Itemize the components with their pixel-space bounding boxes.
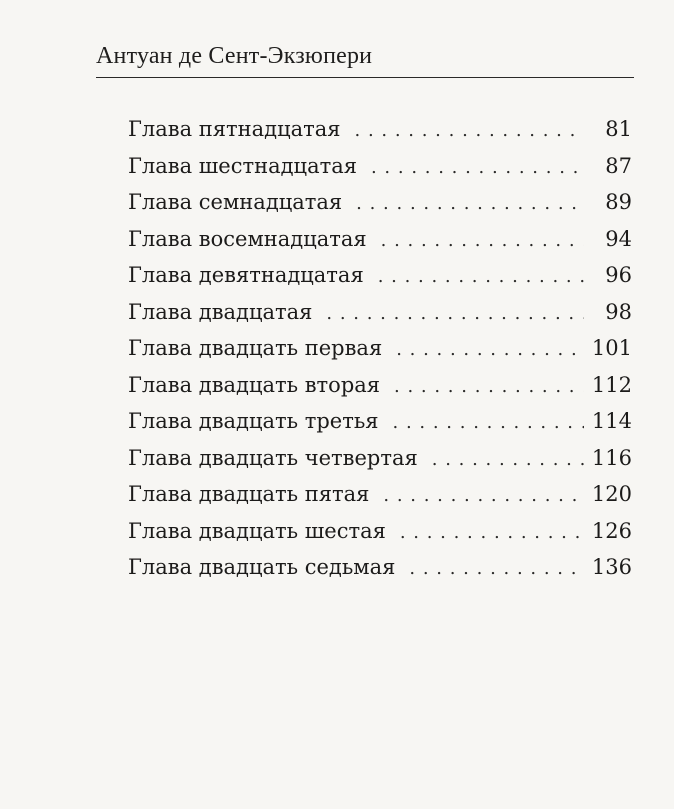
toc-entry	[128, 148, 632, 185]
toc-entry-page: 120	[591, 482, 632, 506]
toc-entry	[128, 330, 632, 367]
toc-entry-page: 101	[591, 336, 632, 360]
toc-dot-leader	[383, 478, 584, 515]
toc-entry-title: Глава семнадцатая	[128, 190, 343, 214]
toc-dot-leader	[355, 113, 584, 150]
toc-entry-page: 136	[591, 555, 632, 579]
toc-entry-title: Глава двадцать седьмая	[128, 555, 396, 579]
toc-entry-title: Глава двадцать пятая	[128, 482, 370, 506]
toc-dot-leader	[400, 515, 584, 552]
toc-entry	[128, 184, 632, 221]
toc-entry	[128, 367, 632, 404]
toc-entry-page: 94	[605, 226, 632, 251]
toc-entry-page: 114	[591, 409, 632, 433]
toc-entry	[128, 513, 632, 550]
toc-entry	[128, 257, 632, 294]
toc-entry-page: 87	[605, 153, 632, 178]
toc-entry-title: Глава восемнадцатая	[128, 226, 367, 251]
toc-dot-leader	[378, 259, 584, 296]
toc-dot-leader	[393, 405, 584, 442]
toc-entry	[128, 111, 632, 148]
toc-dot-leader	[326, 296, 584, 333]
table-of-contents	[128, 111, 632, 586]
toc-dot-leader	[371, 150, 584, 187]
toc-entry-title: Глава двадцать первая	[128, 336, 383, 360]
toc-entry-title: Глава шестнадцатая	[128, 153, 357, 178]
toc-dot-leader	[409, 551, 584, 588]
toc-entry-page: 89	[605, 190, 632, 214]
toc-entry-title: Глава двадцать четвертая	[128, 445, 418, 470]
toc-entry-page: 96	[605, 263, 632, 287]
toc-entry-page: 112	[591, 372, 632, 397]
toc-entry	[128, 440, 632, 477]
toc-entry-title: Глава двадцать вторая	[128, 372, 381, 397]
toc-entry-title: Глава девятнадцатая	[128, 263, 364, 287]
toc-entry	[128, 476, 632, 513]
toc-entry-page: 116	[591, 445, 632, 470]
toc-entry-title: Глава двадцать третья	[128, 409, 379, 433]
toc-entry-page: 126	[591, 518, 632, 543]
toc-entry	[128, 294, 632, 331]
toc-entry-page: 81	[605, 117, 632, 141]
toc-entry	[128, 221, 632, 258]
toc-entry	[128, 549, 632, 586]
toc-entry-title: Глава двадцать шестая	[128, 518, 386, 543]
toc-dot-leader	[394, 369, 584, 406]
toc-entry-title: Глава двадцатая	[128, 299, 313, 324]
toc-entry-title: Глава пятнадцатая	[128, 117, 341, 141]
toc-entry	[128, 403, 632, 440]
toc-dot-leader	[432, 442, 584, 479]
toc-dot-leader	[356, 186, 584, 223]
toc-dot-leader	[381, 223, 584, 260]
running-header-author: Антуан де Сент-Экзюпери	[96, 43, 373, 69]
toc-dot-leader	[396, 332, 584, 369]
header-rule	[96, 77, 634, 78]
toc-entry-page: 98	[605, 299, 632, 324]
